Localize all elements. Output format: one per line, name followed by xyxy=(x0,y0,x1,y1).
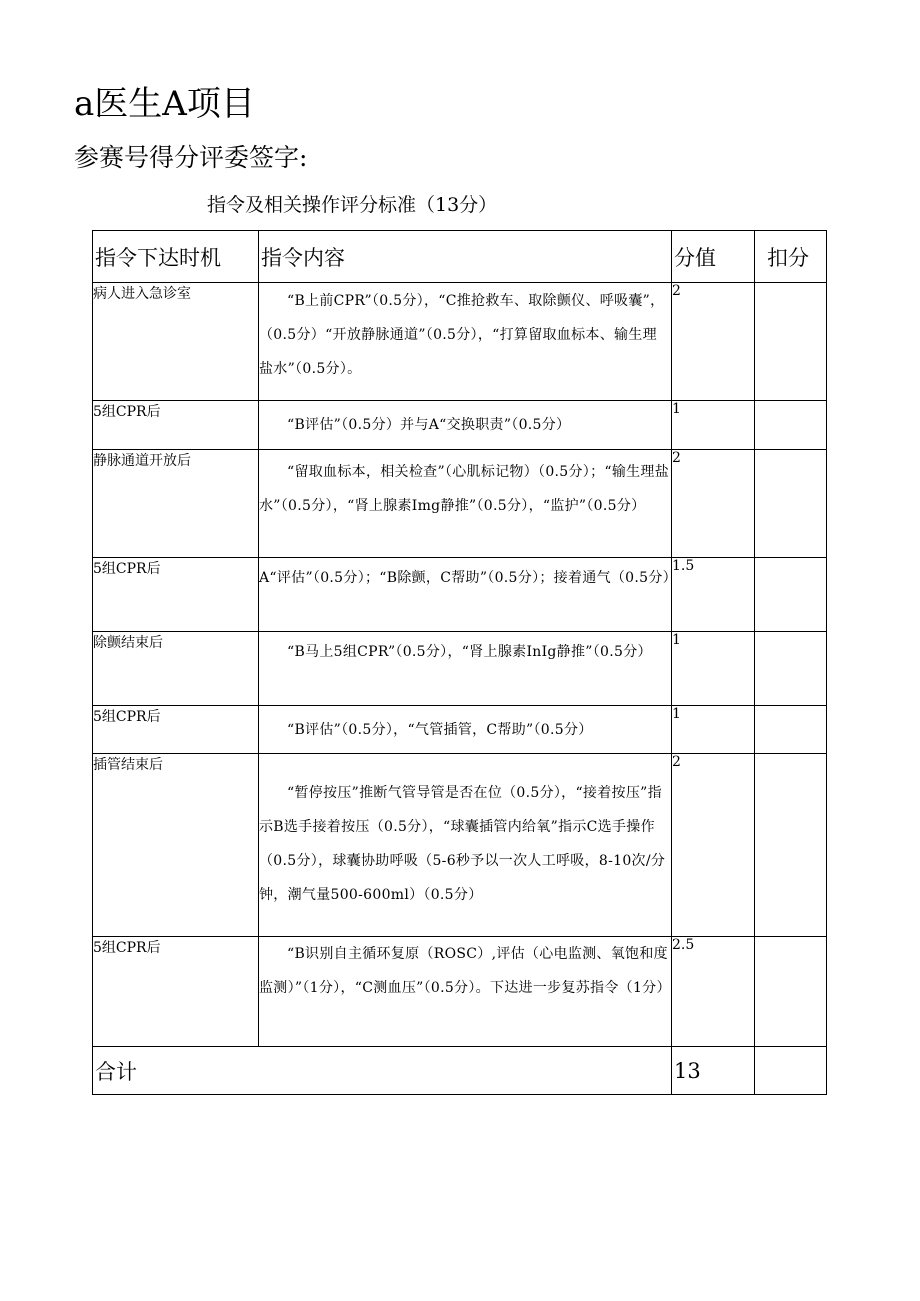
row-timing: 5组CPR后 xyxy=(93,706,259,754)
row-deduct xyxy=(755,754,827,937)
row-content xyxy=(259,558,677,632)
table-header-row xyxy=(93,231,827,283)
row-deduct xyxy=(755,937,827,1047)
row-deduct xyxy=(755,706,827,754)
row-deduct xyxy=(755,401,827,450)
table-row xyxy=(93,450,827,558)
row-content-text: “B识别自主循环复原（ROSC）,评估（心电监测、氧饱和度监测）”（1分），“C测血压”（0.5分）。下达进一步复苏指令（1分） xyxy=(259,946,671,996)
row-timing: 静脉通道开放后 xyxy=(93,450,259,558)
header-timing: 指令下达时机 xyxy=(93,231,259,283)
row-content xyxy=(259,401,672,450)
signature-line: 参赛号得分评委签字: xyxy=(74,143,308,172)
table-row xyxy=(93,283,827,401)
header-score: 分值 xyxy=(672,231,755,283)
table-row xyxy=(93,706,827,754)
row-score: 1 xyxy=(672,401,755,450)
table-row xyxy=(93,937,827,1047)
row-score: 2 xyxy=(672,754,755,937)
row-content xyxy=(259,706,672,754)
scoring-table xyxy=(92,230,827,1095)
row-content-text: “B马上5组CPR”（0.5分），“肾上腺素InIg静推”（0.5分） xyxy=(287,644,652,660)
row-content-text: A“评估”（0.5分）；“B除颤，C帮助”（0.5分）；接着通气（0.5分） xyxy=(259,570,677,586)
row-score: 1.5 xyxy=(672,558,755,632)
row-deduct xyxy=(755,558,827,632)
table-row xyxy=(93,558,827,632)
total-score: 13 xyxy=(672,1047,755,1095)
row-score: 1 xyxy=(672,706,755,754)
row-content-text: “留取血标本，相关检查”（心肌标记物）（0.5分）；“输生理盐水”（0.5分），“肾上腺素Img静推”（0.5分），“监护”（0.5分） xyxy=(259,464,670,514)
row-content xyxy=(259,450,672,558)
row-deduct xyxy=(755,450,827,558)
row-deduct xyxy=(755,283,827,401)
total-label: 合计 xyxy=(93,1047,672,1095)
row-content-text: “B评估”（0.5分）并与A“交换职责”（0.5分） xyxy=(287,417,571,433)
row-content-text: “暂停按压”推断气管导管是否在位（0.5分），“接着按压”指示B选手接着按压（0.5分），“球囊插管内给氧”指示C选手操作（0.5分），球囊协助呼吸（5-6秒予以一次人工呼吸，8-10次/分钟，潮气量500-600ml）（0.5分） xyxy=(259,785,666,903)
row-content-text: “B上前CPR”（0.5分），“C推抢救车、取除颤仪、呼吸囊”，（0.5分）“开放静脉通道”（0.5分），“打算留取血标本、输生理盐水”（0.5分）。 xyxy=(259,293,665,377)
total-deduct xyxy=(755,1047,827,1095)
row-score: 2.5 xyxy=(672,937,755,1047)
row-score: 2 xyxy=(672,450,755,558)
row-timing: 插管结束后 xyxy=(93,754,259,937)
page-title: a医生A项目 xyxy=(74,84,255,124)
row-timing: 除颤结束后 xyxy=(93,632,259,706)
row-timing: 5组CPR后 xyxy=(93,401,259,450)
table-row xyxy=(93,754,827,937)
row-score: 2 xyxy=(672,283,755,401)
row-score: 1 xyxy=(672,632,755,706)
row-content xyxy=(259,632,672,706)
table-caption: 指令及相关操作评分标准（13分） xyxy=(207,194,498,216)
row-timing: 5组CPR后 xyxy=(93,558,259,632)
header-content: 指令内容 xyxy=(259,231,672,283)
row-content xyxy=(259,754,672,937)
table-row xyxy=(93,401,827,450)
row-content-text: “B评估”（0.5分），“气管插管，C帮助”（0.5分） xyxy=(287,722,593,738)
row-timing: 5组CPR后 xyxy=(93,937,259,1047)
table-total-row xyxy=(93,1047,827,1095)
row-content xyxy=(259,283,672,401)
row-deduct xyxy=(755,632,827,706)
row-content xyxy=(259,937,672,1047)
row-timing: 病人进入急诊室 xyxy=(93,283,259,401)
header-deduct: 扣分 xyxy=(755,231,827,283)
table-row xyxy=(93,632,827,706)
